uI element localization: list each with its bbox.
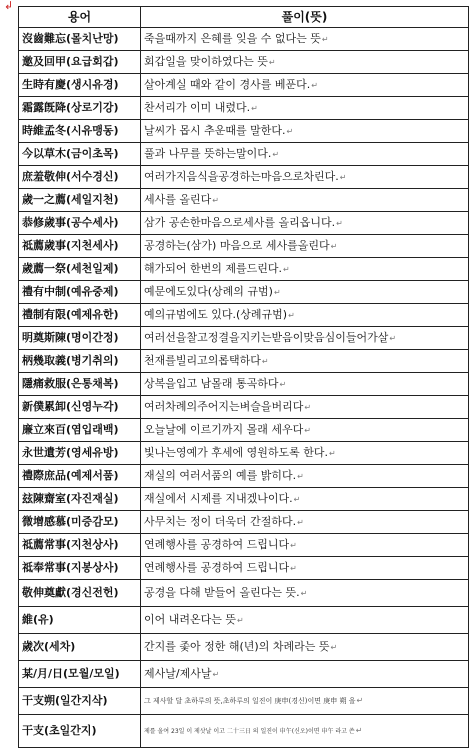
meaning-cell: 공경을 다해 받들어 올린다는 뜻.↵ — [141, 580, 469, 607]
meaning-cell: 살아계실 때와 같이 경사를 베푼다.↵ — [141, 74, 469, 97]
meaning-cell: 천재를빌리고의롭택하다↵ — [141, 350, 469, 373]
term-cell: 微增感慕(미증감모) — [19, 511, 141, 534]
term-cell: 永世遺芳(영세유방) — [19, 442, 141, 465]
term-cell: 敬伸奠獻(경신전헌) — [19, 580, 141, 607]
paragraph-mark-icon: ↵ — [279, 379, 287, 389]
paragraph-mark-icon: ↵ — [212, 669, 220, 679]
paragraph-mark-icon: ↵ — [336, 218, 343, 228]
term-cell: 歲一之薦(세일지천) — [19, 189, 141, 212]
term-cell: 祗薦常事(지천상사) — [19, 534, 141, 557]
table-row — [19, 396, 469, 419]
meaning-cell: 상복을입고 남몰래 통곡하다↵ — [141, 373, 469, 396]
meaning-cell: 풀과 나무를 뜻하는말이다.↵ — [141, 143, 469, 166]
meaning-cell: 찬서리가 이미 내렸다.↵ — [141, 97, 469, 120]
meaning-cell: 재실에서 시제를 지내겠나이다.↵ — [141, 488, 469, 511]
paragraph-mark-icon: ↵ — [290, 540, 297, 550]
meaning-cell: 그 제사할 달 초하루의 뜻,초하루의 일진이 庚申(경신)이면 庚申 朔 을↵ — [141, 688, 469, 715]
table-row — [19, 212, 469, 235]
term-cell: 恭修歲事(공수세사) — [19, 212, 141, 235]
table-row — [19, 258, 469, 281]
meaning-cell: 죽을때까지 은혜를 잊을 수 없다는 뜻↵ — [141, 28, 469, 51]
term-cell: 今以草木(금이초목) — [19, 143, 141, 166]
term-cell: 歲次(세차) — [19, 634, 141, 661]
table-row — [19, 715, 469, 748]
term-cell: 玆陳齋室(자진재실) — [19, 488, 141, 511]
paragraph-mark-icon: ↵ — [356, 696, 364, 705]
meaning-cell: 공경하는(삼가) 마음으로 세사를올린다↵ — [141, 235, 469, 258]
term-cell: 隱痛救服(은통채복) — [19, 373, 141, 396]
term-cell: 禮際庶品(예제서품) — [19, 465, 141, 488]
table-row — [19, 511, 469, 534]
table-row — [19, 189, 469, 212]
paragraph-mark-icon: ↵ — [286, 126, 294, 136]
table-row — [19, 465, 469, 488]
term-cell: 祗奉常事(지봉상사) — [19, 557, 141, 580]
paragraph-mark-icon: ↵ — [283, 264, 290, 274]
paragraph-mark: ↲ — [4, 0, 14, 12]
term-cell: 禮制有限(예제유한) — [19, 304, 141, 327]
meaning-cell: 제사날/제사날↵ — [141, 661, 469, 688]
meaning-cell: 회갑일을 맞이하였다는 뜻↵ — [141, 51, 469, 74]
paragraph-mark-icon: ↵ — [304, 425, 311, 435]
header-term: 용어 — [19, 7, 141, 28]
term-cell: 庶羞敬伸(서수경신) — [19, 166, 141, 189]
meaning-cell: 연례행사를 공경하여 드립니다↵ — [141, 534, 469, 557]
paragraph-mark-icon: ↵ — [288, 310, 295, 320]
table-row — [19, 580, 469, 607]
meaning-cell: 간지를 좇아 정한 해(년)의 차례라는 뜻↵ — [141, 634, 469, 661]
paragraph-mark-icon: ↵ — [330, 241, 338, 251]
paragraph-mark-icon: ↵ — [329, 448, 336, 458]
paragraph-mark-icon: ↵ — [261, 356, 269, 366]
table-row — [19, 74, 469, 97]
term-cell: 廉立來百(염입래백) — [19, 419, 141, 442]
meaning-cell: 재실의 여러서품의 예를 밝히다.↵ — [141, 465, 469, 488]
term-cell: 時維孟冬(시유맹동) — [19, 120, 141, 143]
table-body — [19, 28, 469, 748]
paragraph-mark-icon: ↵ — [272, 149, 280, 159]
table-row — [19, 688, 469, 715]
table-row — [19, 143, 469, 166]
term-cell: 邀及回甲(요급회갑) — [19, 51, 141, 74]
table-row — [19, 634, 469, 661]
paragraph-mark-icon: ↵ — [389, 333, 397, 343]
meaning-cell: 날씨가 몹시 추운때를 말한다.↵ — [141, 120, 469, 143]
paragraph-mark-icon: ↵ — [300, 588, 308, 598]
term-cell: 歲薦一祭(세천일제) — [19, 258, 141, 281]
term-cell: 柄幾取義(병기취의) — [19, 350, 141, 373]
paragraph-mark-icon: ↵ — [293, 494, 301, 504]
meaning-cell: 여러가지음식을공경하는마음으로차린다.↵ — [141, 166, 469, 189]
meaning-cell: 삼가 공손한마음으로세사를 올리옵니다.↵ — [141, 212, 469, 235]
table-row — [19, 304, 469, 327]
table-row — [19, 327, 469, 350]
table-row — [19, 97, 469, 120]
paragraph-mark-icon: ↵ — [339, 172, 347, 182]
table-row — [19, 488, 469, 511]
term-cell: 祗薦歲事(지천세사) — [19, 235, 141, 258]
table-row — [19, 166, 469, 189]
table-row — [19, 442, 469, 465]
meaning-cell: 빛나는영예가 후세에 영원하도록 한다.↵ — [141, 442, 469, 465]
table-row — [19, 607, 469, 634]
table-row — [19, 419, 469, 442]
paragraph-mark-icon: ↵ — [237, 615, 244, 625]
table-header-row — [19, 7, 469, 28]
paragraph-mark-icon: ↵ — [273, 287, 281, 297]
table-row — [19, 28, 469, 51]
table-row — [19, 350, 469, 373]
meaning-cell: 예문에도있다(상례의 규범)↵ — [141, 281, 469, 304]
paragraph-mark-icon: ↵ — [355, 726, 363, 735]
paragraph-mark-icon: ↵ — [290, 563, 297, 573]
paragraph-mark-icon: ↵ — [304, 402, 312, 412]
meaning-cell: 이어 내려온다는 뜻↵ — [141, 607, 469, 634]
term-cell: 明奠斯陳(명이간정) — [19, 327, 141, 350]
term-cell: 某/月/日(모월/모일) — [19, 661, 141, 688]
table-row — [19, 281, 469, 304]
paragraph-mark-icon: ↵ — [251, 103, 258, 113]
table-row — [19, 534, 469, 557]
meaning-cell: 예의규범에도 있다.(상례규범)↵ — [141, 304, 469, 327]
paragraph-mark-icon: ↵ — [268, 57, 276, 67]
table-row — [19, 51, 469, 74]
paragraph-mark-icon: ↵ — [212, 195, 219, 205]
term-cell: 霜露旣降(상로기강) — [19, 97, 141, 120]
term-cell: 維(유) — [19, 607, 141, 634]
paragraph-mark-icon: ↵ — [311, 80, 318, 90]
meaning-cell: 연례행사를 공경하여 드립니다↵ — [141, 557, 469, 580]
table-row — [19, 661, 469, 688]
meaning-cell: 오늘날에 이르기까지 몰래 세우다↵ — [141, 419, 469, 442]
meaning-cell: 제를 올여 23일 이 제삿날 이고 二十三日 의 일진이 申午(신오)이면 申午 라고 쓴↵ — [141, 715, 469, 748]
term-cell: 干支(초일간지) — [19, 715, 141, 748]
meaning-cell: 세사를 올린다↵ — [141, 189, 469, 212]
header-meaning: 풀이(뜻) — [141, 7, 469, 28]
term-cell: 禮有中制(예유중제) — [19, 281, 141, 304]
meaning-cell: 사무치는 정이 더욱더 간절하다.↵ — [141, 511, 469, 534]
table-row — [19, 373, 469, 396]
table-row — [19, 120, 469, 143]
paragraph-mark-icon: ↵ — [297, 471, 304, 481]
paragraph-mark-icon: ↵ — [321, 34, 329, 44]
table-row — [19, 235, 469, 258]
term-cell: 干支朔(일간지삭) — [19, 688, 141, 715]
paragraph-mark-icon: ↵ — [297, 517, 304, 527]
glossary-table — [18, 6, 469, 748]
meaning-cell: 여러선을찰고정결을지키는받음이맞음심이들어가살↵ — [141, 327, 469, 350]
paragraph-mark-icon: ↵ — [330, 642, 338, 652]
term-cell: 新僕累卸(신영누각) — [19, 396, 141, 419]
meaning-cell: 여러차례의주어지는벼슬을버리다↵ — [141, 396, 469, 419]
table-row — [19, 557, 469, 580]
meaning-cell: 해가되어 한번의 제를드린다.↵ — [141, 258, 469, 281]
term-cell: 沒齒難忘(몰치난망) — [19, 28, 141, 51]
term-cell: 生時有慶(생시유경) — [19, 74, 141, 97]
